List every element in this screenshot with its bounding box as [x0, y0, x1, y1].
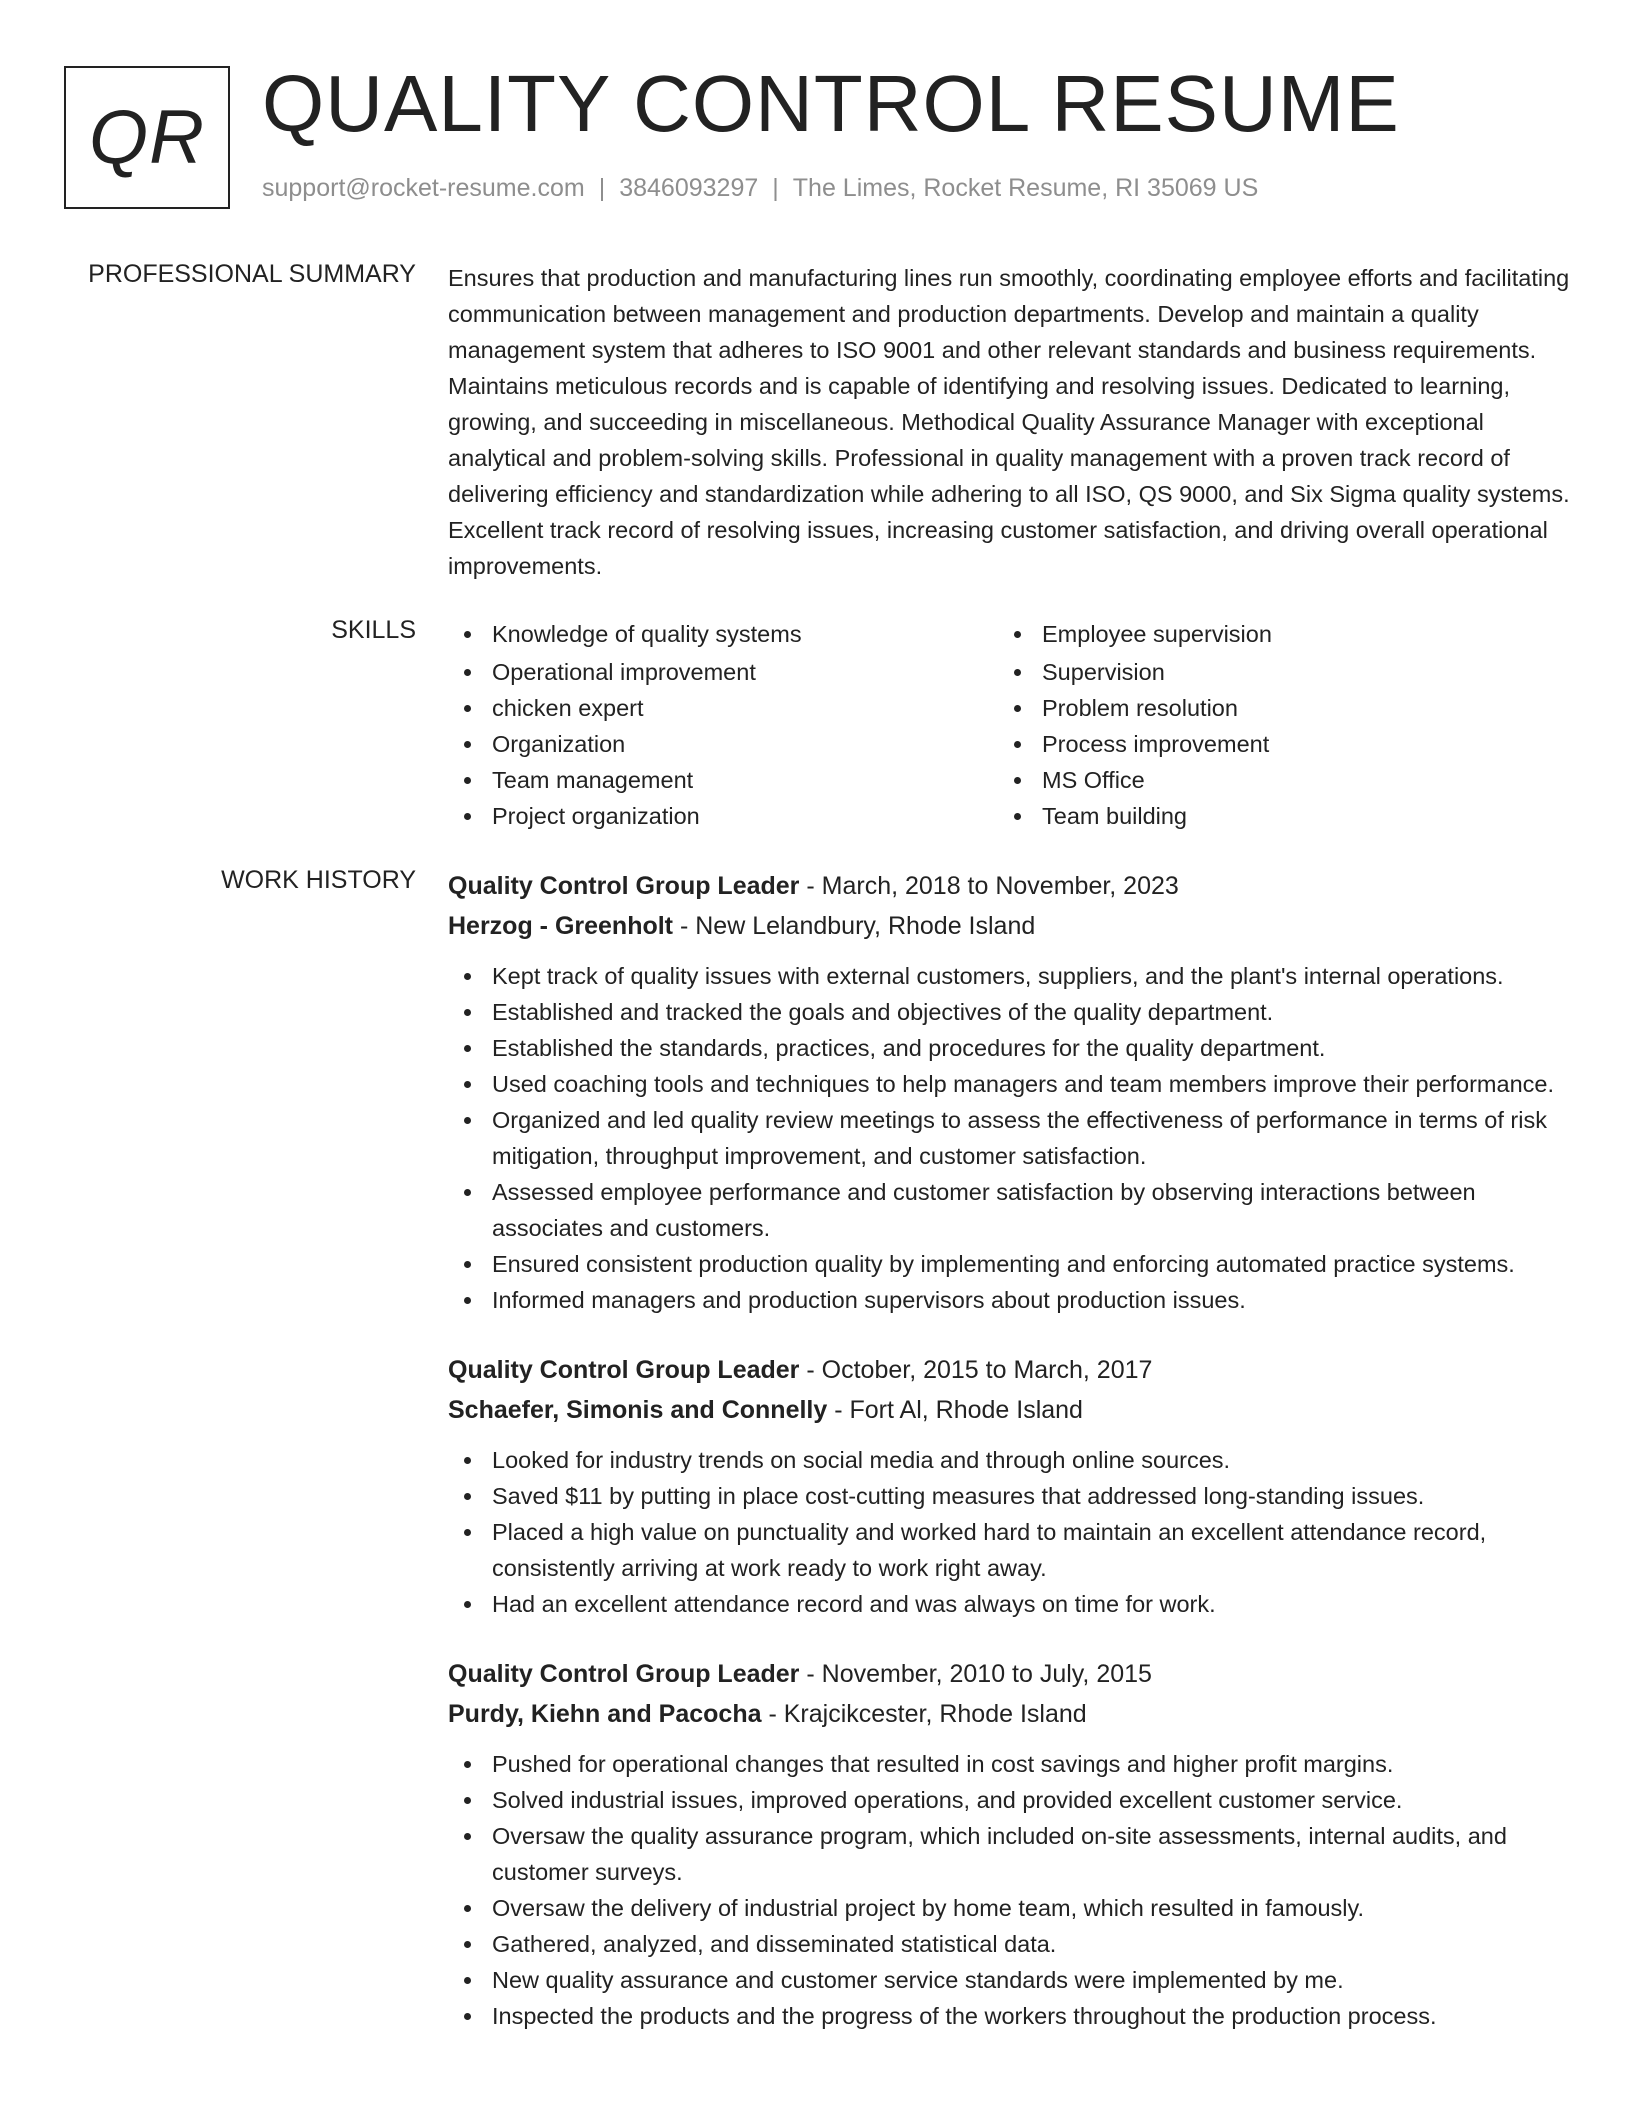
job-bullet: Kept track of quality issues with external customers, suppliers, and the plant's internal operations.	[448, 958, 1570, 994]
job-bullet: Pushed for operational changes that resulted in cost savings and higher profit margins.	[448, 1746, 1570, 1782]
job-bullets	[448, 958, 1570, 1318]
resume-title: QUALITY CONTROL RESUME	[262, 59, 1400, 148]
skill-item: Employee supervision	[998, 616, 1548, 652]
skills-list-left	[448, 616, 998, 834]
job-bullet: Assessed employee performance and customer satisfaction by observing interactions between associates and customers.	[448, 1174, 1570, 1246]
job-company-line	[448, 1390, 1570, 1430]
job-company-line	[448, 906, 1570, 946]
job-company-line	[448, 1694, 1570, 1734]
skill-item: Process improvement	[998, 726, 1548, 762]
contact-email: support@rocket-resume.com	[262, 174, 585, 202]
job-bullet: Ensured consistent production quality by implementing and enforcing automated practice systems.	[448, 1246, 1570, 1282]
job-bullet: Looked for industry trends on social media and through online sources.	[448, 1442, 1570, 1478]
job-entry	[448, 1654, 1570, 2034]
job-location: - New Lelandbury, Rhode Island	[679, 912, 1036, 940]
job-location: - Fort Al, Rhode Island	[834, 1396, 1083, 1424]
job-title: Quality Control Group Leader	[448, 872, 800, 900]
work-history-heading: WORK HISTORY	[221, 866, 416, 894]
skill-item: Operational improvement	[448, 654, 998, 690]
skill-item: MS Office	[998, 762, 1548, 798]
job-bullets	[448, 1746, 1570, 2034]
job-bullets	[448, 1442, 1570, 1622]
job-bullet: Established and tracked the goals and objectives of the quality department.	[448, 994, 1570, 1030]
job-bullet: Used coaching tools and techniques to help managers and team members improve their performance.	[448, 1066, 1570, 1102]
summary-heading: PROFESSIONAL SUMMARY	[88, 260, 416, 288]
job-dates: - March, 2018 to November, 2023	[806, 872, 1179, 900]
skills-heading: SKILLS	[331, 616, 416, 644]
job-bullet: Gathered, analyzed, and disseminated statistical data.	[448, 1926, 1570, 1962]
job-bullet: Established the standards, practices, and procedures for the quality department.	[448, 1030, 1570, 1066]
skill-item: Problem resolution	[998, 690, 1548, 726]
job-title-line	[448, 1654, 1570, 1694]
job-bullet: Oversaw the delivery of industrial project by home team, which resulted in famously.	[448, 1890, 1570, 1926]
job-entry	[448, 866, 1570, 1318]
skill-item: Knowledge of quality systems	[448, 616, 998, 652]
contact-line	[262, 174, 1258, 203]
skill-item: Organization	[448, 726, 998, 762]
skill-item: Supervision	[998, 654, 1548, 690]
job-bullet: Placed a high value on punctuality and worked hard to maintain an excellent attendance record, consistently arriving at work ready to work right away.	[448, 1514, 1570, 1586]
contact-separator: |	[772, 174, 779, 202]
job-title: Quality Control Group Leader	[448, 1660, 800, 1688]
job-company: Purdy, Kiehn and Pacocha	[448, 1700, 762, 1728]
skill-item: chicken expert	[448, 690, 998, 726]
job-bullet: Had an excellent attendance record and was always on time for work.	[448, 1586, 1570, 1622]
job-location: - Krajcikcester, Rhode Island	[768, 1700, 1087, 1728]
job-title-line	[448, 1350, 1570, 1390]
monogram: QR	[64, 66, 230, 209]
skill-item: Project organization	[448, 798, 998, 834]
job-company: Herzog - Greenholt	[448, 912, 674, 940]
job-dates: - October, 2015 to March, 2017	[806, 1356, 1153, 1384]
job-dates: - November, 2010 to July, 2015	[806, 1660, 1152, 1688]
job-title-line	[448, 866, 1570, 906]
job-bullet: Saved $11 by putting in place cost-cutting measures that addressed long-standing issues.	[448, 1478, 1570, 1514]
job-bullet: Oversaw the quality assurance program, which included on-site assessments, internal audits, and customer surveys.	[448, 1818, 1570, 1890]
job-title: Quality Control Group Leader	[448, 1356, 800, 1384]
job-bullet: Informed managers and production supervisors about production issues.	[448, 1282, 1570, 1318]
job-bullet: Organized and led quality review meetings to assess the effectiveness of performance in terms of risk mitigation, throughput improvement, and customer satisfaction.	[448, 1102, 1570, 1174]
contact-phone: 3846093297	[619, 174, 759, 202]
skills-list-right	[998, 616, 1548, 834]
skill-item: Team management	[448, 762, 998, 798]
job-company: Schaefer, Simonis and Connelly	[448, 1396, 828, 1424]
contact-address: The Limes, Rocket Resume, RI 35069 US	[792, 174, 1259, 202]
job-bullet: New quality assurance and customer service standards were implemented by me.	[448, 1962, 1570, 1998]
contact-separator: |	[598, 174, 606, 202]
job-bullet: Inspected the products and the progress of the workers throughout the production process.	[448, 1998, 1570, 2034]
job-bullet: Solved industrial issues, improved operations, and provided excellent customer service.	[448, 1782, 1570, 1818]
summary-text: Ensures that production and manufacturing lines run smoothly, coordinating employee efforts and facilitating communication between management and production departments. Develop and maintain a quality management system that adheres to ISO 9001 and other relevant standards and business requirements. Maintains meticulous records and is capable of identifying and resolving issues. Dedicated to learning, growing, and succeeding in miscellaneous. Methodical Quality Assurance Manager with exceptional analytical and problem-solving skills. Professional in quality management with a proven track record of delivering efficiency and standardization while adhering to all ISO, QS 9000, and Six Sigma quality systems. Excellent track record of resolving issues, increasing customer satisfaction, and driving overall operational improvements.	[448, 265, 1570, 579]
job-entry	[448, 1350, 1570, 1622]
skill-item: Team building	[998, 798, 1548, 834]
